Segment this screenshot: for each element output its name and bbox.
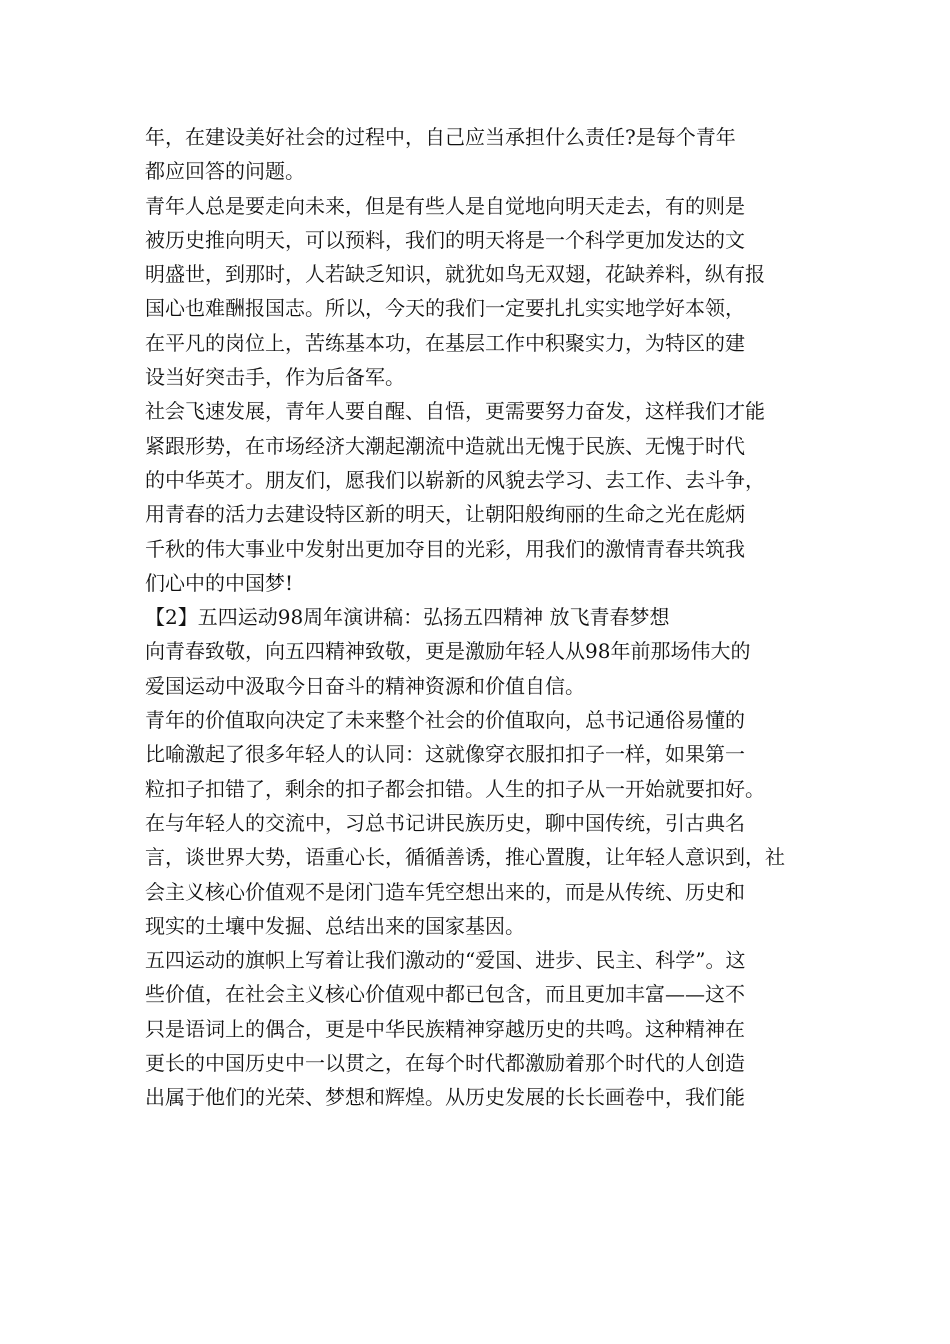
text-line: 向青春致敬，向五四精神致敬，更是激励年轻人从98年前那场伟大的 [145, 639, 751, 664]
text-line: 些价值，在社会主义核心价值观中都已包含，而且更加丰富——这不 [145, 982, 745, 1007]
text-line: 被历史推向明天，可以预料，我们的明天将是一个科学更加发达的文 [145, 227, 745, 252]
text-line: 千秋的伟大事业中发射出更加夺目的光彩，用我们的激情青春共筑我 [145, 536, 745, 561]
text-line: 明盛世，到那时，人若缺乏知识，就犹如鸟无双翅，花缺养料，纵有报 [145, 262, 765, 287]
text-line: 五四运动的旗帜上写着让我们激动的“爱国、进步、民主、科学”。这 [145, 948, 746, 973]
text-line: 比喻激起了很多年轻人的认同：这就像穿衣服扣扣子一样，如果第一 [145, 742, 745, 767]
text-line: 都应回答的问题。 [145, 159, 305, 184]
text-line: 在与年轻人的交流中，习总书记讲民族历史，聊中国传统，引古典名 [145, 810, 745, 835]
text-line: 们心中的中国梦! [145, 570, 294, 595]
document-body [145, 120, 825, 1115]
text-line: 年，在建设美好社会的过程中，自己应当承担什么责任?是每个青年 [145, 125, 736, 149]
text-line: 国心也难酬报国志。所以，今天的我们一定要扎扎实实地学好本领， [145, 296, 745, 321]
text-line: 言，谈世界大势，语重心长，循循善诱，推心置腹，让年轻人意识到，社 [145, 845, 785, 870]
text-line: 紧跟形势，在市场经济大潮起潮流中造就出无愧于民族、无愧于时代 [145, 433, 745, 458]
text-line: 在平凡的岗位上，苦练基本功，在基层工作中积聚实力，为特区的建 [145, 330, 745, 355]
text-line: 只是语词上的偶合，更是中华民族精神穿越历史的共鸣。这种精神在 [145, 1016, 745, 1041]
text-line: 青年的价值取向决定了未来整个社会的价值取向，总书记通俗易懂的 [145, 708, 745, 733]
text-line: 青年人总是要走向未来，但是有些人是自觉地向明天走去，有的则是 [145, 193, 745, 218]
text-line: 现实的土壤中发掘、总结出来的国家基因。 [145, 913, 525, 938]
text-line: 设当好突击手，作为后备军。 [145, 365, 405, 390]
text-line: 会主义核心价值观不是闭门造车凭空想出来的，而是从传统、历史和 [145, 879, 745, 904]
text-line: 粒扣子扣错了，剩余的扣子都会扣错。人生的扣子从一开始就要扣好。 [145, 776, 765, 801]
text-line: 【2】五四运动98周年演讲稿：弘扬五四精神 放飞青春梦想 [145, 605, 670, 630]
text-line: 社会飞速发展，青年人要自醒、自悟，更需要努力奋发，这样我们才能 [145, 399, 765, 424]
text-line: 的中华英才。朋友们，愿我们以崭新的风貌去学习、去工作、去斗争， [145, 467, 765, 492]
text-line: 出属于他们的光荣、梦想和辉煌。从历史发展的长长画卷中，我们能 [145, 1085, 745, 1110]
text-line: 更长的中国历史中一以贯之，在每个时代都激励着那个时代的人创造 [145, 1051, 745, 1076]
text-line: 用青春的活力去建设特区新的明天，让朝阳般绚丽的生命之光在彪炳 [145, 502, 745, 527]
text-line: 爱国运动中汲取今日奋斗的精神资源和价值自信。 [145, 673, 585, 698]
